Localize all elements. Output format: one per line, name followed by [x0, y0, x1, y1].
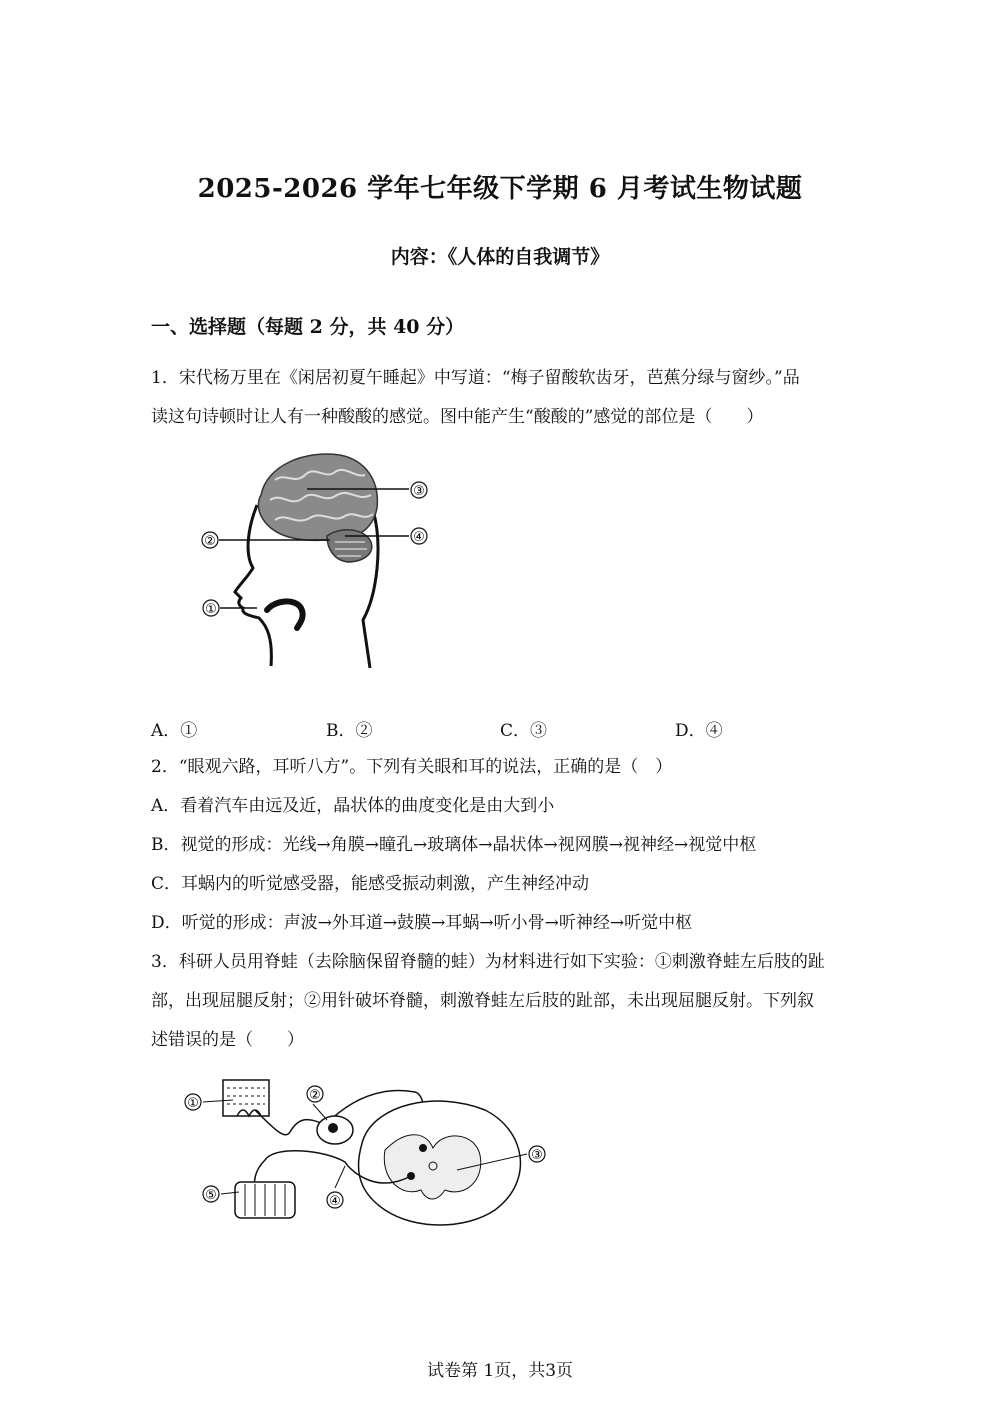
label-1: [203, 600, 219, 617]
label-1: [185, 1094, 201, 1111]
label-2: [202, 532, 218, 549]
question-1-option-b[interactable]: B．②: [326, 721, 373, 741]
question-1-stem-line-1: 1．宋代杨万里在《闲居初夏午睡起》中写道：“梅子留酸软齿牙，芭蕉分绿与窗纱。”品: [151, 368, 800, 388]
question-2-option-a[interactable]: A．看着汽车由远及近，晶状体的曲度变化是由大到小: [151, 796, 555, 816]
section-heading: 一、选择题（每题 2 分，共 40 分）: [151, 316, 465, 338]
reflex-arc-figure: [175, 1070, 555, 1240]
question-2-option-b[interactable]: B．视觉的形成：光线→角膜→瞳孔→玻璃体→晶状体→视网膜→视神经→视觉中枢: [151, 835, 757, 855]
label-5: [203, 1186, 219, 1203]
svg-text:③: ③: [413, 484, 425, 499]
question-1-option-d[interactable]: D．④: [675, 721, 723, 741]
label-4: [327, 1192, 343, 1209]
page-title: 2025-2026 学年七年级下学期 6 月考试生物试题: [197, 174, 803, 204]
question-3-stem-line-2: 部，出现屈腿反射；②用针破坏脊髓，刺激脊蛙左后肢的趾部，未出现屈腿反射。下列叙: [151, 991, 814, 1011]
question-1-option-c[interactable]: C．③: [500, 721, 548, 741]
svg-text:①: ①: [205, 602, 217, 617]
label-2: [307, 1086, 323, 1103]
svg-text:①: ①: [187, 1096, 199, 1111]
page-subtitle: 内容：《人体的自我调节》: [390, 246, 610, 268]
question-2-option-c[interactable]: C．耳蜗内的听觉感受器，能感受振动刺激，产生神经冲动: [151, 874, 590, 894]
question-2-stem: 2．“眼观六路，耳听八方”。下列有关眼和耳的说法，正确的是（ ）: [151, 757, 673, 777]
svg-text:②: ②: [309, 1088, 321, 1103]
question-2-option-d[interactable]: D．听觉的形成：声波→外耳道→鼓膜→耳蜗→听小骨→听神经→听觉中枢: [151, 913, 693, 933]
page-footer: 试卷第 1页，共3页: [426, 1361, 574, 1381]
label-3: [529, 1146, 545, 1163]
question-3-stem-line-3: 述错误的是（ ）: [151, 1030, 304, 1050]
question-1-option-a[interactable]: A．①: [151, 721, 198, 741]
svg-text:④: ④: [329, 1194, 341, 1209]
question-1-stem-line-2: 读这句诗顿时让人有一种酸酸的感觉。图中能产生“酸酸的”感觉的部位是（ ）: [151, 407, 764, 427]
muscle-effector: [235, 1182, 295, 1218]
svg-text:③: ③: [531, 1148, 543, 1163]
label-4: [411, 528, 427, 545]
svg-text:④: ④: [413, 530, 425, 545]
svg-text:⑤: ⑤: [205, 1188, 217, 1203]
svg-text:②: ②: [204, 534, 216, 549]
brain-head-figure: [195, 450, 445, 672]
label-3: [411, 482, 427, 499]
question-3-stem-line-1: 3．科研人员用脊蛙（去除脑保留脊髓的蛙）为材料进行如下实验：①刺激脊蛙左后肢的趾: [151, 952, 825, 972]
